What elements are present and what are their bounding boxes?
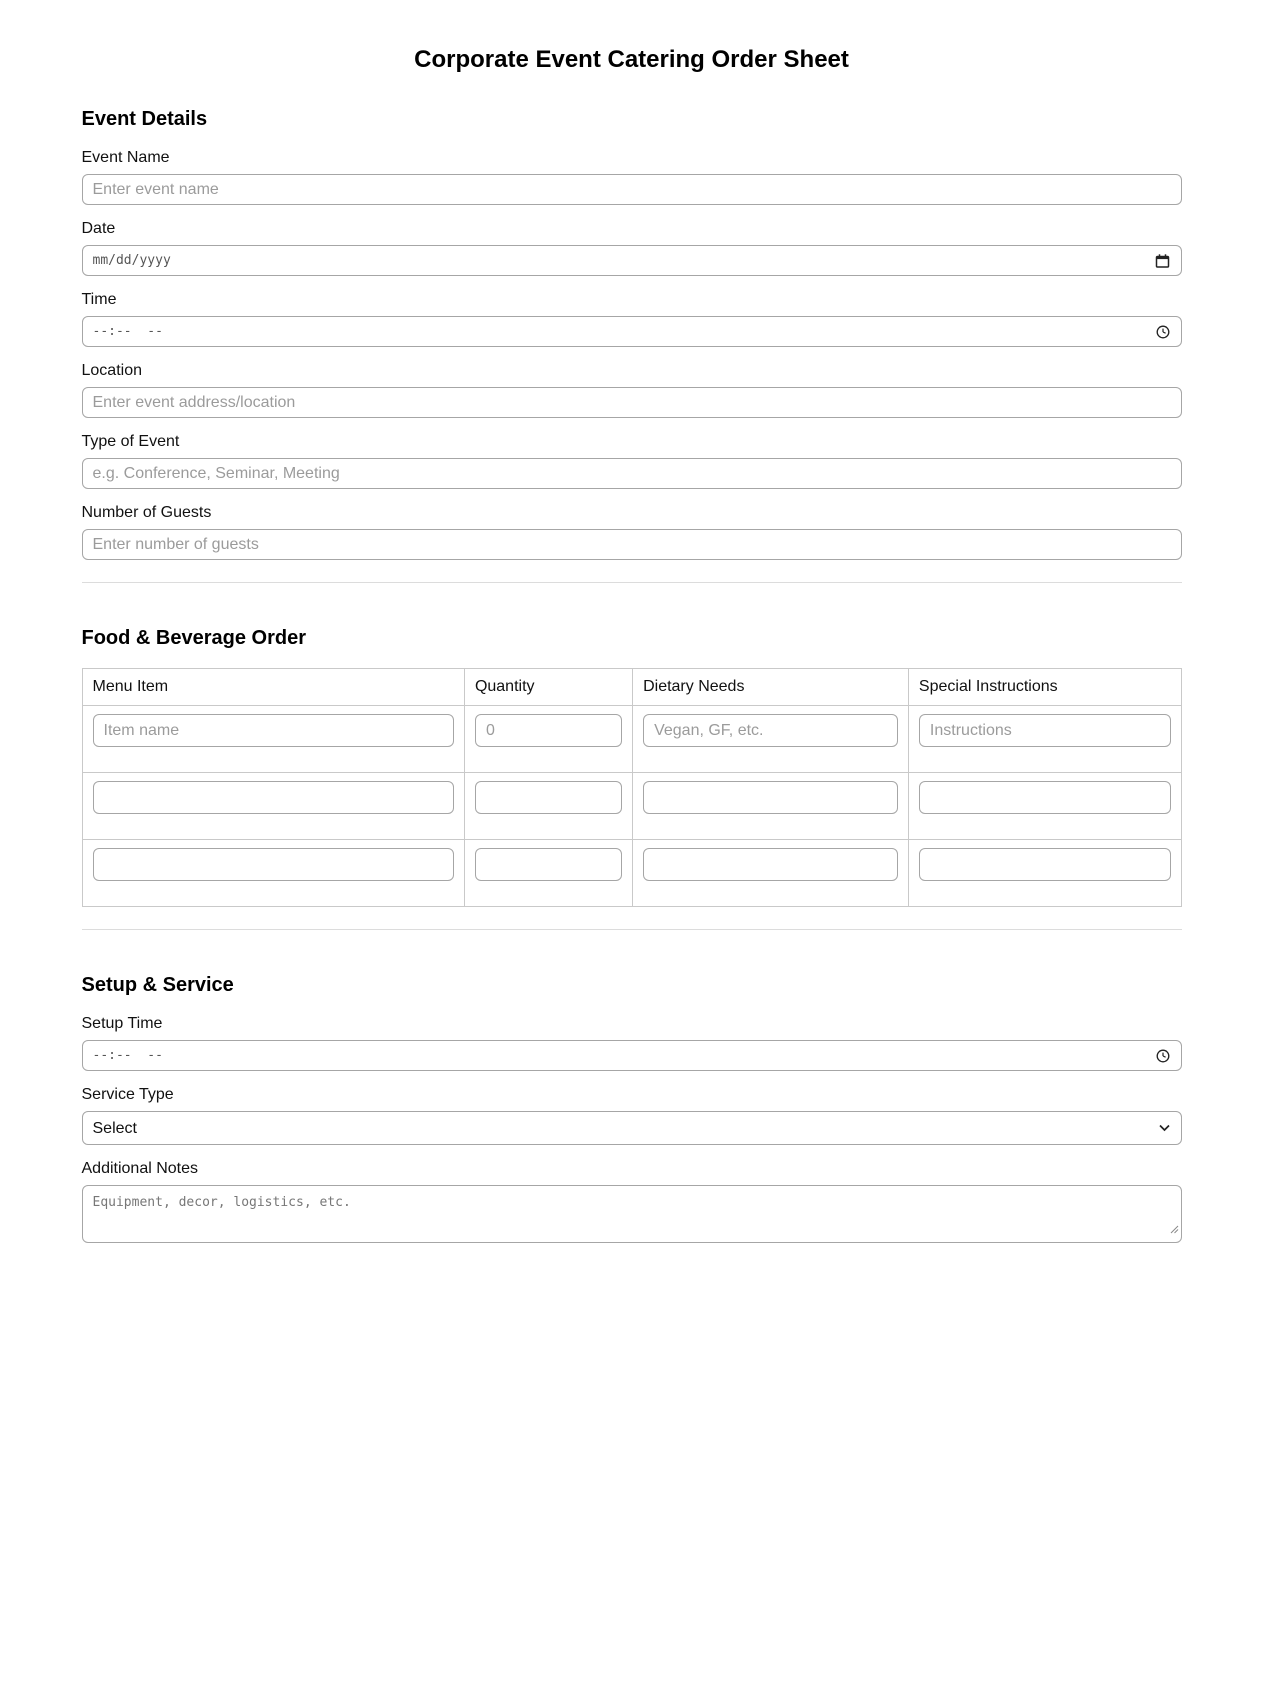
location-input[interactable]: [82, 387, 1182, 418]
menu-table-row-2: [82, 773, 1181, 840]
col-header-quantity: Quantity: [464, 669, 632, 706]
section-heading-setup-service: Setup & Service: [81, 974, 234, 996]
field-number-of-guests: [82, 504, 1182, 560]
field-time: [82, 291, 1182, 347]
field-service-type: [82, 1086, 1182, 1145]
notes-textarea[interactable]: [82, 1185, 1182, 1243]
col-header-dietary-needs: Dietary Needs: [633, 669, 909, 706]
menu-table: [82, 668, 1182, 907]
setup-time-input[interactable]: [82, 1040, 1182, 1071]
menu-table-row-1: [82, 706, 1181, 773]
time-input[interactable]: [82, 316, 1182, 347]
setup-time-label: Setup Time: [81, 1015, 163, 1032]
menu-table-row-3: [82, 840, 1181, 907]
field-type-of-event: [82, 433, 1182, 489]
event-type-input[interactable]: [82, 458, 1182, 489]
notes-label: Additional Notes: [81, 1160, 199, 1177]
menu-item-input-2[interactable]: [93, 781, 454, 814]
section-event-details: [82, 108, 1182, 560]
catering-order-form: [82, 0, 1182, 1243]
field-date: [82, 220, 1182, 276]
section-heading-event-details: Event Details: [81, 108, 208, 130]
dietary-needs-input-2[interactable]: [643, 781, 898, 814]
special-instructions-input-2[interactable]: [919, 781, 1171, 814]
special-instructions-input-1[interactable]: [919, 714, 1171, 747]
quantity-input-3[interactable]: [475, 848, 622, 881]
section-setup-service: [82, 974, 1182, 1243]
col-header-special-instructions: Special Instructions: [908, 669, 1181, 706]
chevron-down-icon[interactable]: [1159, 1125, 1170, 1132]
field-setup-time: [82, 1015, 1182, 1071]
clock-icon[interactable]: [1156, 325, 1170, 339]
guests-label: Number of Guests: [81, 504, 212, 521]
calendar-icon[interactable]: [1155, 253, 1170, 268]
menu-table-header-row: [82, 669, 1181, 706]
time-label: Time: [81, 291, 117, 308]
service-type-label: Service Type: [81, 1086, 174, 1103]
col-header-menu-item: Menu Item: [82, 669, 464, 706]
location-label: Location: [81, 362, 142, 379]
guests-input[interactable]: [82, 529, 1182, 560]
section-divider: [82, 582, 1182, 583]
quantity-input-2[interactable]: [475, 781, 622, 814]
date-label: Date: [81, 220, 116, 237]
special-instructions-input-3[interactable]: [919, 848, 1171, 881]
service-type-select[interactable]: [82, 1111, 1182, 1145]
section-divider: [82, 929, 1182, 930]
menu-item-input-1[interactable]: [93, 714, 454, 747]
field-location: [82, 362, 1182, 418]
section-food-beverage: [82, 627, 1182, 907]
event-type-label: Type of Event: [81, 433, 180, 450]
quantity-input-1[interactable]: [475, 714, 622, 747]
menu-item-input-3[interactable]: [93, 848, 454, 881]
clock-icon[interactable]: [1156, 1049, 1170, 1063]
field-event-name: [82, 149, 1182, 205]
dietary-needs-input-1[interactable]: [643, 714, 898, 747]
event-name-input[interactable]: [82, 174, 1182, 205]
page-title: Corporate Event Catering Order Sheet: [414, 46, 849, 73]
dietary-needs-input-3[interactable]: [643, 848, 898, 881]
event-name-label: Event Name: [81, 149, 170, 166]
date-input[interactable]: [82, 245, 1182, 276]
field-additional-notes: [82, 1160, 1182, 1243]
section-heading-food-beverage: Food & Beverage Order: [81, 627, 307, 649]
